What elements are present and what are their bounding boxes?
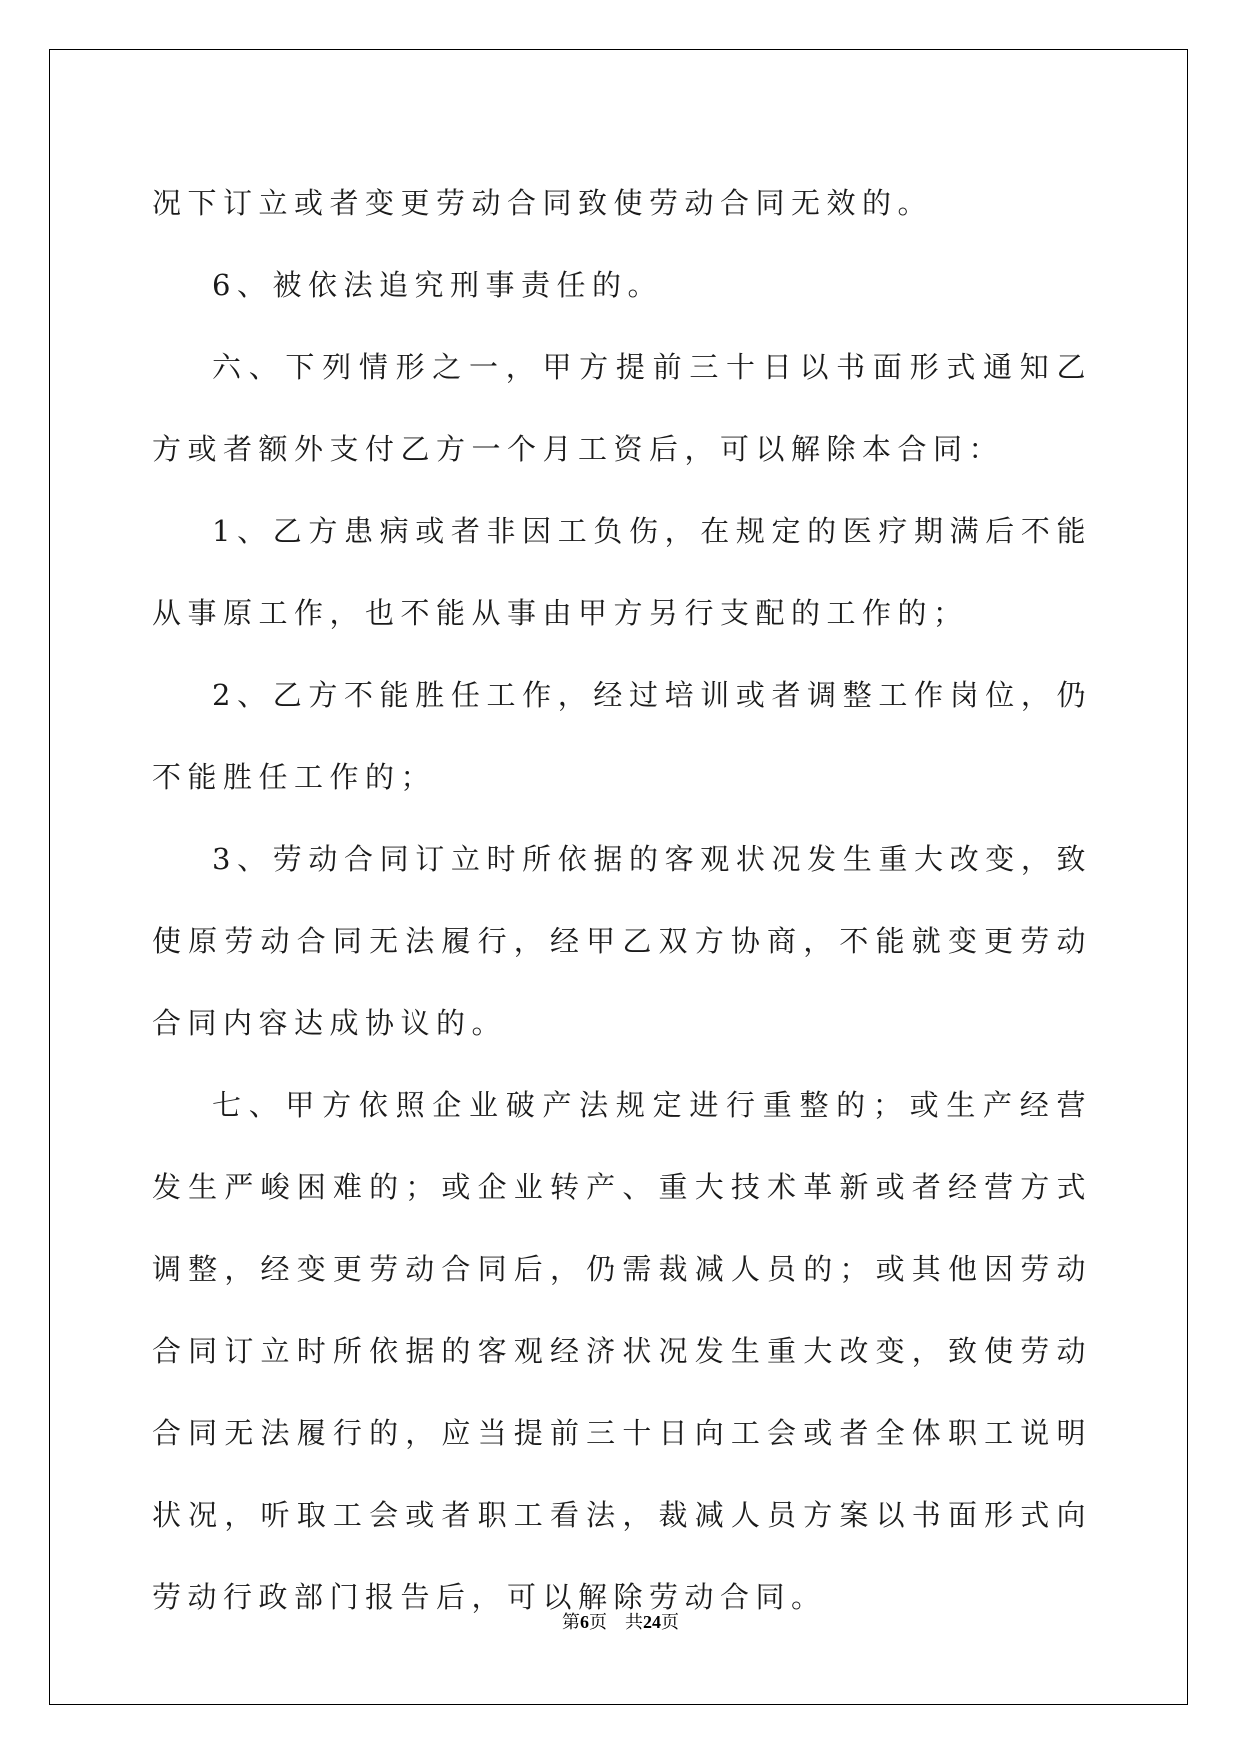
total-prefix: 共 [625,1612,643,1632]
paragraph: 七、甲方依照企业破产法规定进行重整的；或生产经营发生严峻困难的；或企业转产、重大技术革新或者经营方式调整，经变更劳动合同后，仍需裁减人员的；或其他因劳动合同订立时所依据的客观经济状况发生重大改变，致使劳动合同无法履行的，应当提前三十日向工会或者全体职工说明状况，听取工会或者职工看法，裁减人员方案以书面形式向劳动行政部门报告后，可以解除劳动合同。 [152,1088,1092,1614]
paragraph: 1、乙方患病或者非因工负伤，在规定的医疗期满后不能从事原工作，也不能从事由甲方另行支配的工作的； [152,514,1092,630]
page-number: 6 [580,1612,589,1632]
total-suffix: 页 [661,1612,679,1632]
total-pages: 24 [643,1612,661,1632]
paragraph: 3、劳动合同订立时所依据的客观状况发生重大改变，致使原劳动合同无法履行，经甲乙双方协商，不能就变更劳动合同内容达成协议的。 [152,842,1092,1040]
paragraph: 六、下列情形之一，甲方提前三十日以书面形式通知乙方或者额外支付乙方一个月工资后，可以解除本合同： [152,350,1092,466]
paragraph: 6、被依法追究刑事责任的。 [212,268,663,302]
paragraph: 况下订立或者变更劳动合同致使劳动合同无效的。 [152,186,934,220]
page-prefix: 第 [562,1612,580,1632]
paragraph: 2、乙方不能胜任工作，经过培训或者调整工作岗位，仍不能胜任工作的； [152,678,1092,794]
document-body [152,162,1092,1638]
page-suffix: 页 [589,1612,607,1632]
page-footer [0,1608,1241,1634]
